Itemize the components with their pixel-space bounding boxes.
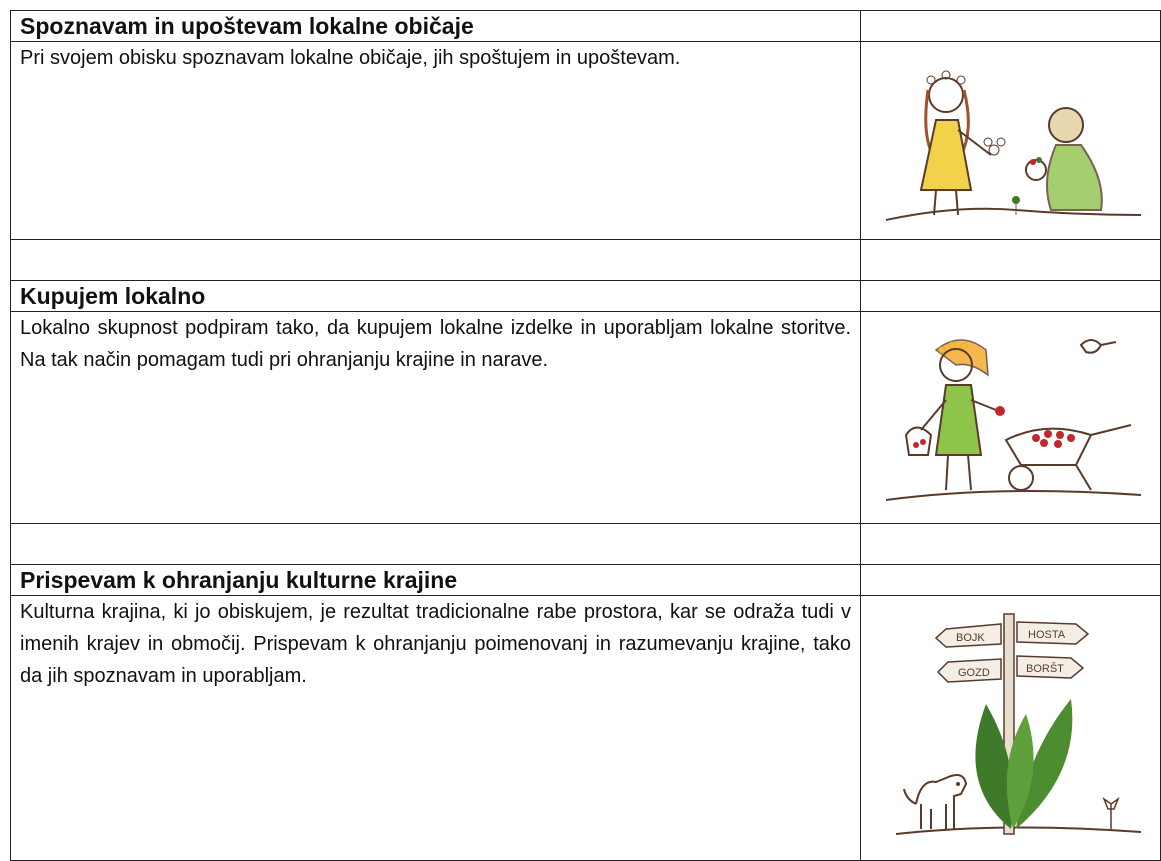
spacer-row <box>11 524 1161 565</box>
illustration-cell <box>861 596 1161 861</box>
section-body-row <box>11 596 1161 861</box>
sign-label: BORŠT <box>1025 663 1064 675</box>
girl-with-wheelbarrow-illustration <box>876 320 1146 510</box>
empty-cell <box>861 281 1161 312</box>
girls-picking-flowers-illustration <box>876 50 1146 230</box>
empty-cell <box>861 240 1161 281</box>
empty-cell <box>861 565 1161 596</box>
sign-label: BOJK <box>955 632 985 644</box>
sign-label: GOZD <box>957 667 990 679</box>
section-body-row <box>11 312 1161 524</box>
section-text: Pri svojem obisku spoznavam lokalne običaje, jih spoštujem in upoštevam. <box>11 42 861 240</box>
spacer-row <box>11 240 1161 281</box>
section-title-row <box>11 11 1161 42</box>
document-table <box>10 10 1161 861</box>
empty-cell <box>861 524 1161 565</box>
section-title: Prispevam k ohranjanju kulturne krajine <box>11 565 861 596</box>
empty-cell <box>11 240 861 281</box>
section-title: Spoznavam in upoštevam lokalne običaje <box>11 11 861 42</box>
section-title: Kupujem lokalno <box>11 281 861 312</box>
section-title-row <box>11 565 1161 596</box>
section-body-row <box>11 42 1161 240</box>
section-text: Lokalno skupnost podpiram tako, da kupujem lokalne izdelke in uporabljam lokalne storitve. Na tak način pomagam tudi pri ohranjanju krajine in narave. <box>11 312 861 524</box>
empty-cell <box>11 524 861 565</box>
section-text: Kulturna krajina, ki jo obiskujem, je rezultat tradicionalne rabe prostora, kar se odraža tudi v imenih krajev in območij. Prispevam k ohranjanju poimenovanj in razumevanju krajine, tako da jih spoznavam in uporabljam. <box>11 596 861 861</box>
illustration-cell <box>861 42 1161 240</box>
illustration-cell <box>861 312 1161 524</box>
empty-cell <box>861 11 1161 42</box>
sign-label: HOSTA <box>1027 629 1065 641</box>
section-title-row <box>11 281 1161 312</box>
signpost-with-dog-illustration <box>876 604 1146 844</box>
